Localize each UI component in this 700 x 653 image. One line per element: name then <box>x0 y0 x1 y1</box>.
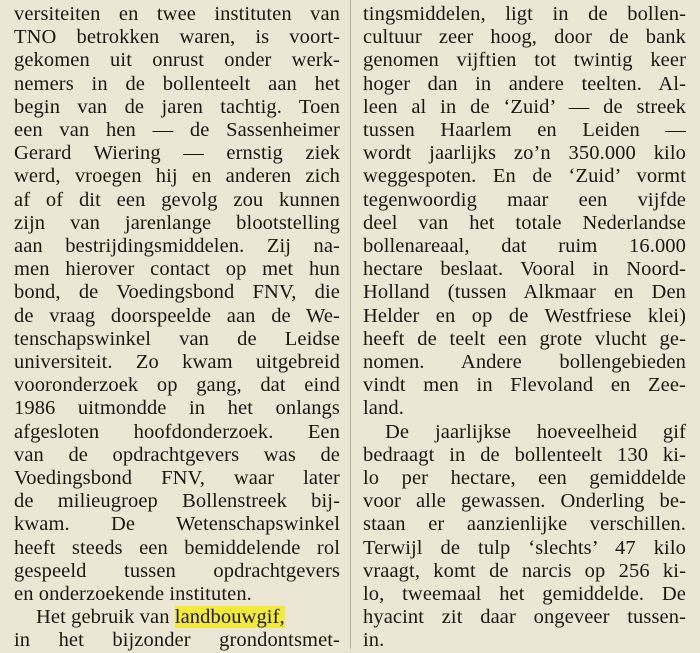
text-line: in het bijzonder grondontsmet- <box>14 629 340 652</box>
text-line: nemers in de bollenteelt aan het <box>14 72 340 95</box>
text-line: leen al in de ‘Zuid’ — de streek <box>363 95 686 118</box>
text-line: Gerard Wiering — ernstig ziek <box>14 142 340 165</box>
text-line: tingsmiddelen, ligt in de bollen- <box>363 3 686 25</box>
text-fragment: Het gebruik van <box>36 606 175 629</box>
text-line: heeft steeds een bemiddelende rol <box>14 536 340 559</box>
text-line: lo per hectare, een gemiddelde <box>363 467 686 490</box>
text-line: de vraag doorspeelde aan de We- <box>14 304 340 327</box>
column-divider <box>350 0 351 649</box>
text-line: hectare beslaat. Vooral in Noord- <box>363 258 686 281</box>
text-line: en onderzoekende instituten. <box>14 583 252 606</box>
text-line: van de opdrachtgevers was de <box>14 443 340 466</box>
text-line: af of dit een gevolg zou kunnen <box>14 188 340 211</box>
text-line: Holland (tussen Alkmaar en Den <box>363 281 686 304</box>
text-line: men hierover contact op met hun <box>14 258 340 281</box>
text-line: lo, tweemaal het gemiddelde. De <box>363 583 686 606</box>
text-line: deel van het totale Nederlandse <box>363 211 686 234</box>
text-line: voor alle gewassen. Onderling be- <box>363 490 686 513</box>
text-line: zijn van jarenlange blootstelling <box>14 211 340 234</box>
text-line: versiteiten en twee instituten van <box>14 3 340 25</box>
text-line: staan er aanzienlijke verschillen. <box>363 513 686 536</box>
text-line: vindt men in Flevoland en Zee- <box>363 374 686 397</box>
text-line: 1986 uitmondde in het onlangs <box>14 397 340 420</box>
text-line: gekomen uit onrust onder werk- <box>14 49 340 72</box>
text-line: wordt jaarlijks zo’n 350.000 kilo <box>363 142 686 165</box>
text-line: vraagt, komt de narcis op 256 ki- <box>363 559 686 582</box>
text-line: een van hen — de Sassenheimer <box>14 119 340 142</box>
text-line: tegenwoordig maar een vijfde <box>363 188 686 211</box>
text-line: afgesloten hoofdonderzoek. Een <box>14 420 340 443</box>
text-line: universiteit. Zo kwam uitgebreid <box>14 351 340 374</box>
text-line: land. <box>363 397 404 420</box>
right-column <box>363 3 686 653</box>
text-line: bond, de Voedingsbond FNV, die <box>14 281 340 304</box>
text-line: De jaarlijkse hoeveelheid gif <box>385 420 686 443</box>
text-line: heeft de teelt een grote vlucht ge- <box>363 327 686 350</box>
text-line: weggespoten. En de ‘Zuid’ vormt <box>363 165 686 188</box>
text-line: bollenareaal, dat ruim 16.000 <box>363 235 686 258</box>
text-line: Terwijl de tulp ‘slechts’ 47 kilo <box>363 536 686 559</box>
text-line-highlighted <box>14 606 340 629</box>
text-line: werd, vroegen hij en anderen zich <box>14 165 340 188</box>
text-line: cultuur zeer hoog, door de bank <box>363 26 686 49</box>
text-line: bedraagt in de bollenteelt 130 ki- <box>363 443 686 466</box>
highlighted-word: landbouwgif, <box>174 606 285 629</box>
text-line: nomen. Andere bollengebieden <box>363 351 686 374</box>
text-line: hyacint zit daar ongeveer tussen- <box>363 606 686 629</box>
left-column <box>14 3 340 653</box>
text-line: tenschapswinkel van de Leidse <box>14 327 340 350</box>
text-line: TNO betrokken waren, is voort- <box>14 26 340 49</box>
text-line: Voedingsbond FNV, waar later <box>14 467 340 490</box>
text-line: aan bestrijdingsmiddelen. Zij na- <box>14 235 340 258</box>
text-line: gespeeld tussen opdrachtgevers <box>14 559 340 582</box>
text-line: Helder en op de Westfriese klei) <box>363 304 686 327</box>
text-line: in. <box>363 629 385 652</box>
text-line: kwam. De Wetenschapswinkel <box>14 513 340 536</box>
text-line: begin van de jaren tachtig. Toen <box>14 95 340 118</box>
text-line: genomen vijftien tot twintig keer <box>363 49 686 72</box>
text-line: vooronderzoek op gang, dat eind <box>14 374 340 397</box>
text-line: de milieugroep Bollenstreek bij- <box>14 490 340 513</box>
text-line: tussen Haarlem en Leiden — <box>363 119 686 142</box>
text-line: hoger dan in andere teelten. Al- <box>363 72 686 95</box>
